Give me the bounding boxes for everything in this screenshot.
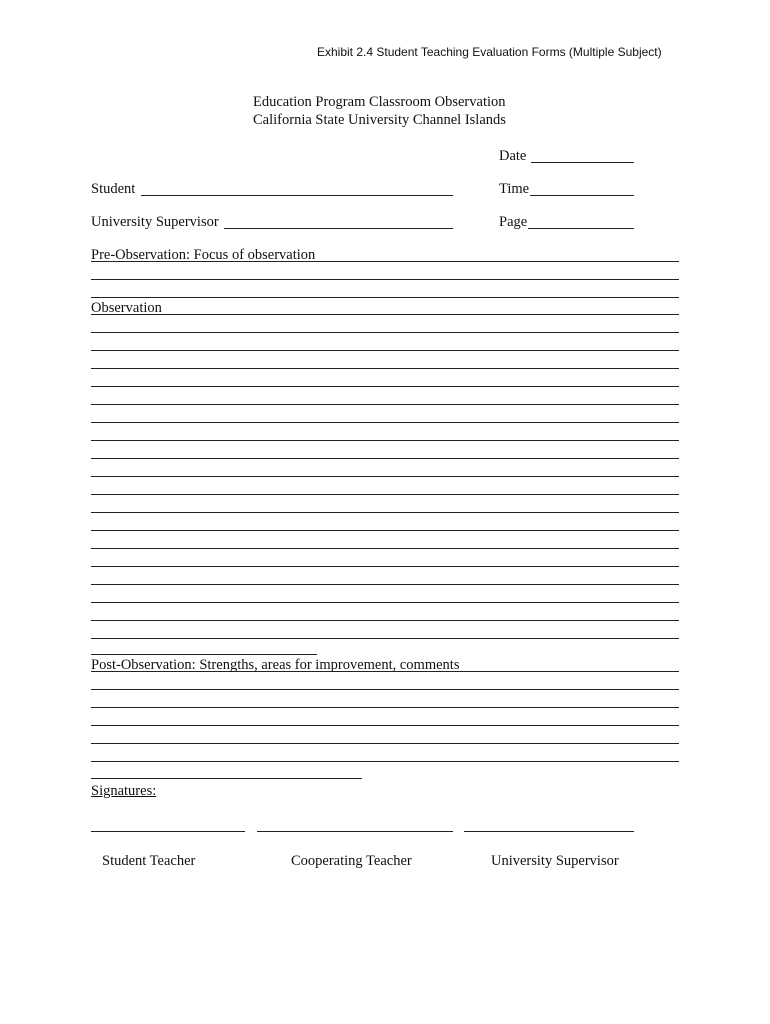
form-title: Education Program Classroom Observation	[253, 94, 506, 110]
observation-line[interactable]	[91, 386, 679, 387]
pre-observation-heading: Pre-Observation: Focus of observation	[91, 247, 316, 263]
cooperating-teacher-signature-line[interactable]	[257, 831, 453, 832]
observation-line[interactable]	[91, 620, 679, 621]
page-field[interactable]	[528, 228, 634, 229]
post-observation-line-short[interactable]	[91, 778, 362, 779]
observation-line[interactable]	[91, 602, 679, 603]
observation-line[interactable]	[91, 314, 679, 315]
supervisor-label: University Supervisor	[91, 214, 219, 230]
university-supervisor-label: University Supervisor	[491, 853, 619, 869]
student-teacher-label: Student Teacher	[102, 853, 196, 869]
student-teacher-signature-line[interactable]	[91, 831, 245, 832]
observation-line[interactable]	[91, 458, 679, 459]
pre-observation-line[interactable]	[91, 297, 679, 298]
observation-line[interactable]	[91, 368, 679, 369]
student-field[interactable]	[141, 195, 453, 196]
observation-line[interactable]	[91, 476, 679, 477]
form-subtitle: California State University Channel Islands	[253, 112, 506, 128]
observation-line[interactable]	[91, 512, 679, 513]
observation-line[interactable]	[91, 422, 679, 423]
cooperating-teacher-label: Cooperating Teacher	[291, 853, 412, 869]
post-observation-line[interactable]	[91, 761, 679, 762]
observation-line[interactable]	[91, 548, 679, 549]
observation-line[interactable]	[91, 638, 679, 639]
observation-line[interactable]	[91, 494, 679, 495]
observation-line[interactable]	[91, 440, 679, 441]
pre-observation-line[interactable]	[91, 261, 679, 262]
observation-heading: Observation	[91, 300, 162, 316]
page-label: Page	[499, 214, 528, 230]
supervisor-field[interactable]	[224, 228, 453, 229]
post-observation-line[interactable]	[91, 689, 679, 690]
observation-line[interactable]	[91, 530, 679, 531]
signatures-heading: Signatures:	[91, 783, 157, 799]
university-supervisor-signature-line[interactable]	[464, 831, 634, 832]
student-label: Student	[91, 181, 136, 197]
observation-line[interactable]	[91, 404, 679, 405]
post-observation-line[interactable]	[91, 743, 679, 744]
date-field[interactable]	[531, 162, 634, 163]
time-field[interactable]	[530, 195, 634, 196]
exhibit-header: Exhibit 2.4 Student Teaching Evaluation Forms (Multiple Subject)	[317, 45, 662, 59]
post-observation-heading: Post-Observation: Strengths, areas for improvement, comments	[91, 657, 460, 673]
post-observation-line[interactable]	[91, 707, 679, 708]
observation-line-short[interactable]	[91, 654, 317, 655]
time-label: Time	[499, 181, 530, 197]
observation-line[interactable]	[91, 332, 679, 333]
post-observation-line[interactable]	[91, 671, 679, 672]
date-label: Date	[499, 148, 527, 164]
observation-line[interactable]	[91, 584, 679, 585]
post-observation-line[interactable]	[91, 725, 679, 726]
observation-line[interactable]	[91, 350, 679, 351]
observation-line[interactable]	[91, 566, 679, 567]
pre-observation-line[interactable]	[91, 279, 679, 280]
